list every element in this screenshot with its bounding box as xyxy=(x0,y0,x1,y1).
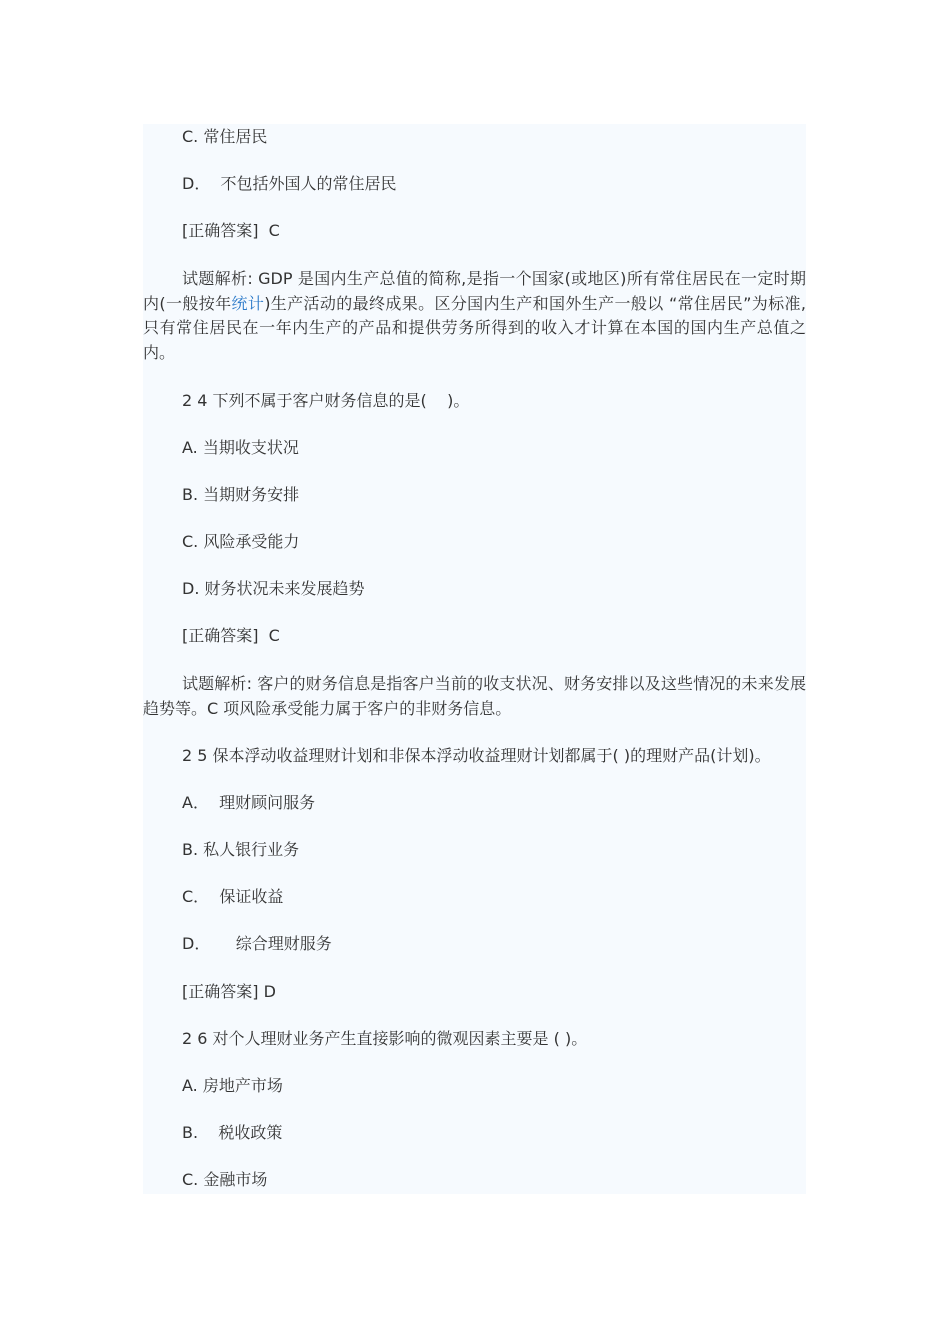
explanation-q24: 试题解析: 客户的财务信息是指客户当前的收支状况、财务安排以及这些情况的未来发展趋势等。C 项风险承受能力属于客户的非财务信息。 xyxy=(143,674,806,718)
statistics-link[interactable]: 统计 xyxy=(231,293,265,313)
option-a-q24: A. 当期收支状况 xyxy=(182,438,299,457)
explanation-q23-text-a: 试题解析: GDP 是国内生产总值的简称,是指一个国家(或地区)所有常住居民在一定时期内(一般按年 xyxy=(143,269,806,313)
answer-q23: [正确答案] C xyxy=(182,221,280,240)
option-d-q24: D. 财务状况未来发展趋势 xyxy=(182,579,365,598)
option-c-q23: C. 常住居民 xyxy=(182,127,268,146)
option-c-q24: C. 风险承受能力 xyxy=(182,532,300,551)
question-26: 2 6 对个人理财业务产生直接影响的微观因素主要是 ( )。 xyxy=(182,1029,588,1048)
question-24: 2 4 下列不属于客户财务信息的是( )。 xyxy=(182,391,470,410)
option-b-q26: B. 税收政策 xyxy=(182,1123,283,1142)
answer-q24: [正确答案] C xyxy=(182,626,280,645)
option-d-q23: D． 不包括外国人的常住居民 xyxy=(182,174,397,193)
option-a-q26: A. 房地产市场 xyxy=(182,1076,283,1095)
answer-q25: [正确答案] D xyxy=(182,982,276,1001)
option-c-q25: C． 保证收益 xyxy=(182,887,284,906)
explanation-q23-text-b: )生产活动的最终成果。区分国内生产和国外生产一般以 “常住居民”为标准,只有常住居民在一年内生产的产品和提供劳务所得到的收入才计算在本国的国内生产总值之内。 xyxy=(143,293,806,362)
question-25: 2 5 保本浮动收益理财计划和非保本浮动收益理财计划都属于( )的理财产品(计划)。 xyxy=(182,746,771,765)
explanation-q23 xyxy=(143,267,806,365)
option-d-q25: D． 综合理财服务 xyxy=(182,934,332,953)
option-b-q24: B. 当期财务安排 xyxy=(182,485,300,504)
option-c-q26: C. 金融市场 xyxy=(182,1170,268,1189)
option-b-q25: B. 私人银行业务 xyxy=(182,840,300,859)
option-a-q25: A． 理财顾问服务 xyxy=(182,793,316,812)
